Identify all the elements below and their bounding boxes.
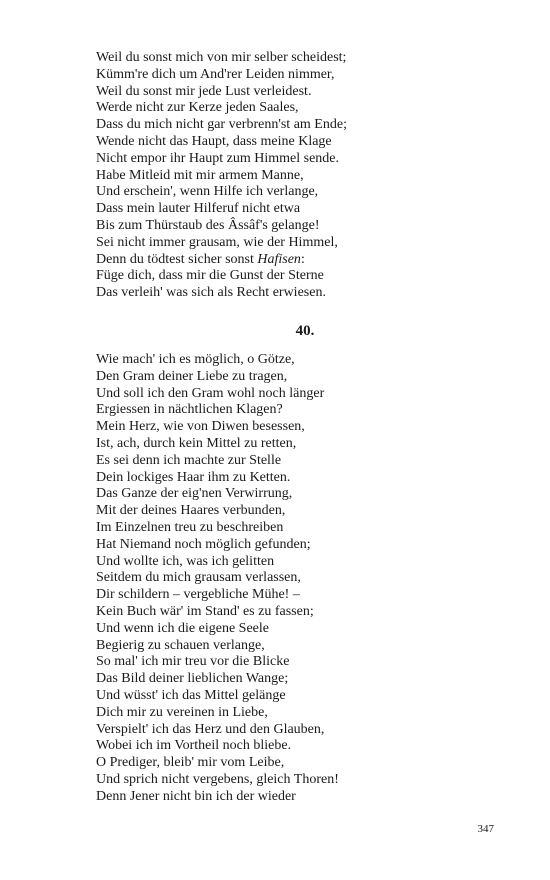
verse-line: Kein Buch wär' im Stand' es zu fassen; (96, 603, 314, 619)
verse-line-text: Denn du tödtest sicher sonst (96, 251, 258, 267)
verse-line: Und erschein', wenn Hilfe ich verlange, (96, 184, 319, 200)
verse-line: Begierig zu schauen verlange, (96, 637, 265, 653)
verse-line: Dein lockiges Haar ihm zu Ketten. (96, 469, 291, 485)
verse-line: Mit der deines Haares verbunden, (96, 503, 286, 519)
verse-line: Mein Herz, wie von Diwen besessen, (96, 419, 305, 435)
verse-line: Ist, ach, durch kein Mittel zu retten, (96, 435, 297, 451)
verse-line: Weil du sonst mir jede Lust verleidest. (96, 83, 312, 99)
verse-line: O Prediger, bleib' mir vom Leibe, (96, 755, 285, 771)
verse-line: So mal' ich mir treu vor die Blicke (96, 654, 290, 670)
verse-line: Das verleih' was sich als Recht erwiesen. (96, 285, 326, 301)
verse-line: Und soll ich den Gram wohl noch länger (96, 385, 325, 401)
verse-line: Werde nicht zur Kerze jeden Saales, (96, 100, 299, 116)
verse-line: Und sprich nicht vergebens, gleich Thoren! (96, 771, 339, 787)
verse-line: Dass mein lauter Hilferuf nicht etwa (96, 201, 301, 217)
verse-line: Denn Jener nicht bin ich der wieder (96, 788, 296, 804)
verse-line: Im Einzelnen treu zu beschreiben (96, 519, 284, 535)
verse-line: Das Ganze der eig'nen Verwirrung, (96, 486, 293, 502)
verse-line: Es sei denn ich machte zur Stelle (96, 452, 282, 468)
verse-line: Und wollte ich, was ich gelitten (96, 553, 275, 569)
poem-number: 40. (295, 323, 315, 339)
verse-line: Das Bild deiner lieblichen Wange; (96, 671, 289, 687)
verse-line: Dich mir zu vereinen in Liebe, (96, 704, 268, 720)
verse-line: Und wenn ich die eigene Seele (96, 620, 269, 636)
verse-line: Füge dich, dass mir die Gunst der Sterne (96, 268, 324, 284)
verse-line: Wende nicht das Haupt, dass meine Klage (96, 133, 332, 149)
verse-line: Dir schildern – vergebliche Mühe! – (96, 587, 300, 603)
verse-line: Verspielt' ich das Herz und den Glauben, (96, 721, 325, 737)
verse-line: Habe Mitleid mit mir armem Manne, (96, 167, 304, 183)
verse-line-hafisen (96, 252, 496, 269)
verse-line: Ergiessen in nächtlichen Klagen? (96, 402, 283, 418)
verse-line: Seitdem du mich grausam verlassen, (96, 570, 301, 586)
verse-line-punct: : (300, 251, 305, 267)
poem-40 (96, 352, 496, 806)
verse-line: Kümm're dich um And'rer Leiden nimmer, (96, 66, 335, 82)
poem-39-continuation (96, 50, 496, 302)
verse-line: Sei nicht immer grausam, wie der Himmel, (96, 234, 338, 250)
page-number: 347 (477, 823, 494, 835)
verse-line: Den Gram deiner Liebe zu tragen, (96, 368, 288, 384)
verse-line: Wie mach' ich es möglich, o Götze, (96, 352, 295, 367)
verse-line: Und wüsst' ich das Mittel gelänge (96, 687, 286, 703)
verse-line: Nicht empor ihr Haupt zum Himmel sende. (96, 150, 339, 166)
verse-line: Weil du sonst mich von mir selber scheidest; (96, 50, 347, 65)
hafisen-italic: Hafisen (257, 251, 301, 267)
verse-line: Hat Niemand noch möglich gefunden; (96, 536, 311, 552)
verse-line: Bis zum Thürstaub des Âssâf's gelange! (96, 217, 320, 233)
verse-line: Wobei ich im Vortheil noch bliebe. (96, 738, 292, 754)
verse-line: Dass du mich nicht gar verbrenn'st am Ende; (96, 117, 347, 133)
